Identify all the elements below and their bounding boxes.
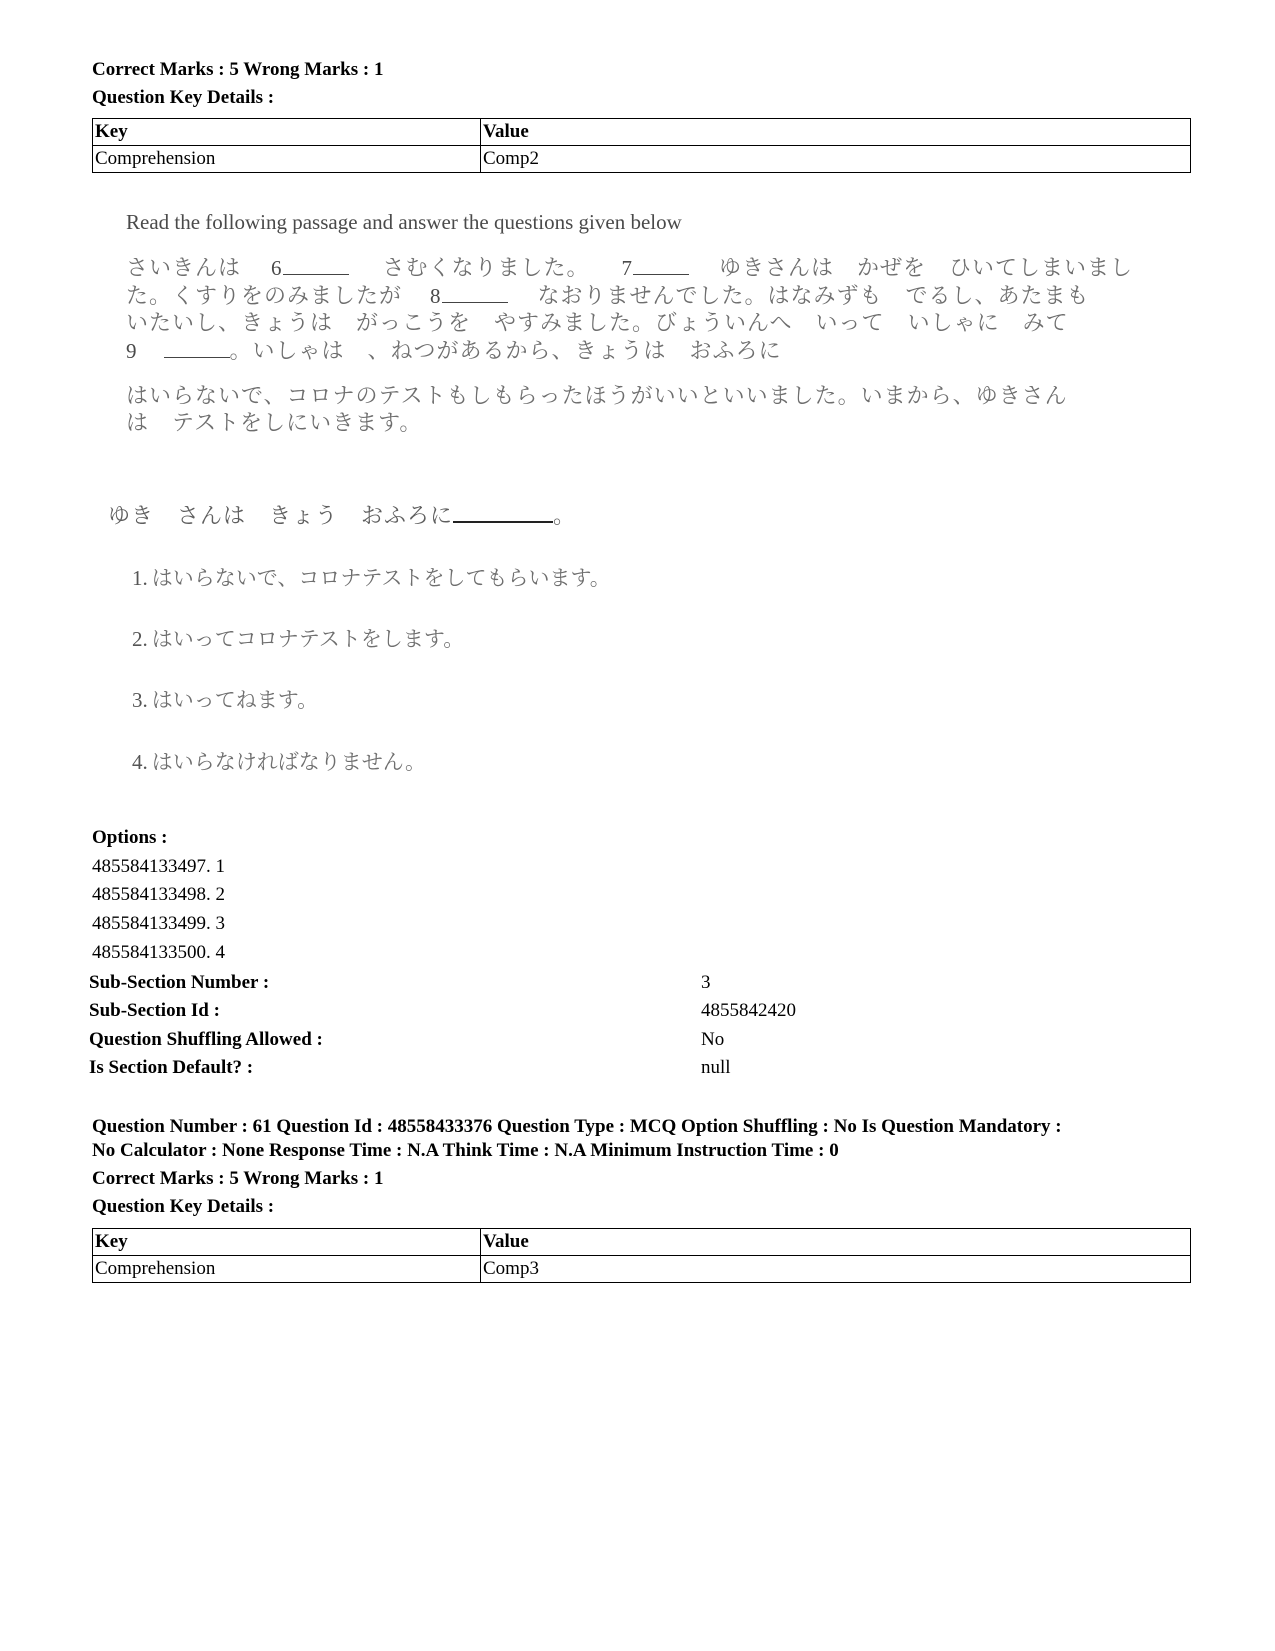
table-row	[93, 1256, 1191, 1283]
question-end: 。	[553, 504, 577, 529]
question-header-line-1: Question Number : 61 Question Id : 48558433376 Question Type : MCQ Option Shuffling : No Is Question Mandatory :	[92, 1116, 1062, 1137]
question-header-line-2: No Calculator : None Response Time : N.A Think Time : N.A Minimum Instruction Time : 0	[92, 1140, 839, 1161]
passage-line-2	[126, 282, 1090, 311]
choice-4	[132, 746, 426, 776]
subsection-value: No	[701, 1029, 725, 1050]
option-item-4: 485584133500. 4	[92, 942, 225, 963]
marks-line: Correct Marks : 5 Wrong Marks : 1	[92, 59, 384, 80]
section-default-row	[89, 1054, 1189, 1082]
choice-number: 4.	[132, 750, 148, 774]
options-label: Options :	[92, 827, 168, 848]
blank-number: 8	[430, 284, 442, 308]
passage-instruction: Read the following passage and answer the questions given below	[126, 210, 682, 234]
key-details-label: Question Key Details :	[92, 87, 275, 108]
choice-number: 2.	[132, 627, 148, 651]
passage-line-5: はいらないで、コロナのテストもしもらったほうがいいといいました。いまから、ゆきさん	[126, 384, 1068, 409]
table-cell-key: Comprehension	[93, 146, 481, 173]
subsection-label: Question Shuffling Allowed :	[89, 1029, 323, 1050]
table-header-key: Key	[93, 119, 481, 146]
blank-number: 7	[621, 256, 634, 280]
passage-line-1	[126, 254, 1133, 283]
answer-blank	[453, 519, 553, 523]
table-header-key: Key	[93, 1229, 481, 1256]
marks-line: Correct Marks : 5 Wrong Marks : 1	[92, 1168, 384, 1189]
choice-text: はいってコロナテストをします。	[151, 627, 465, 651]
option-item-1: 485584133497. 1	[92, 856, 225, 877]
table-cell-value: Comp2	[481, 146, 1191, 173]
passage-text: た。くすりをのみましたが	[126, 284, 403, 309]
subsection-id-row	[89, 997, 1189, 1025]
choice-text: はいってねます。	[151, 688, 319, 712]
table-row	[93, 146, 1191, 173]
subsection-number-row	[89, 969, 1189, 997]
subsection-value: null	[701, 1057, 731, 1078]
subsection-label: Is Section Default? :	[89, 1057, 254, 1078]
passage-image	[100, 200, 1160, 800]
question-shuffling-row	[89, 1026, 1189, 1054]
question-text: ゆき さんは きょう おふろに	[108, 504, 454, 529]
key-details-table	[92, 1228, 1191, 1283]
comprehension-question	[108, 503, 576, 531]
blank-line	[164, 355, 230, 358]
choice-text: はいらないで、コロナテストをしてもらいます。	[151, 566, 611, 590]
passage-line-3: いたいし、きょうは がっこうを やすみました。びょういんへ いって いしゃに みて	[126, 311, 1069, 336]
key-details-table	[92, 118, 1191, 173]
table-cell-value: Comp3	[481, 1256, 1191, 1283]
passage-text: ゆきさんは かぜを ひいてしまいまし	[719, 256, 1134, 281]
option-item-2: 485584133498. 2	[92, 884, 225, 905]
passage-text: なおりませんでした。はなみずも でるし、あたまも	[537, 284, 1090, 309]
subsection-value: 3	[701, 972, 711, 993]
subsection-label: Sub-Section Number :	[89, 972, 270, 993]
subsection-label: Sub-Section Id :	[89, 1000, 220, 1021]
key-details-label: Question Key Details :	[92, 1196, 275, 1217]
table-header-row	[93, 119, 1191, 146]
choice-number: 1.	[132, 566, 148, 590]
option-item-3: 485584133499. 3	[92, 913, 225, 934]
table-header-value: Value	[481, 1229, 1191, 1256]
passage-line-6: は テストをしにいきます。	[126, 411, 423, 436]
blank-line	[442, 300, 508, 303]
table-cell-key: Comprehension	[93, 1256, 481, 1283]
blank-number: 9	[126, 339, 138, 363]
choice-number: 3.	[132, 688, 148, 712]
passage-text: さむくなりました。	[382, 256, 590, 281]
blank-line	[633, 272, 689, 275]
passage-text: 。いしゃは 、ねつがあるから、きょうは おふろに	[229, 339, 782, 364]
blank-line	[283, 272, 349, 275]
passage-line-4	[126, 337, 782, 366]
table-header-row	[93, 1229, 1191, 1256]
blank-number: 6	[271, 256, 283, 280]
subsection-value: 4855842420	[701, 1000, 796, 1021]
choice-2	[132, 623, 464, 653]
choice-1	[132, 562, 611, 592]
passage-text: さいきんは	[126, 256, 242, 281]
choice-text: はいらなければなりません。	[151, 750, 427, 774]
choice-3	[132, 684, 318, 714]
table-header-value: Value	[481, 119, 1191, 146]
